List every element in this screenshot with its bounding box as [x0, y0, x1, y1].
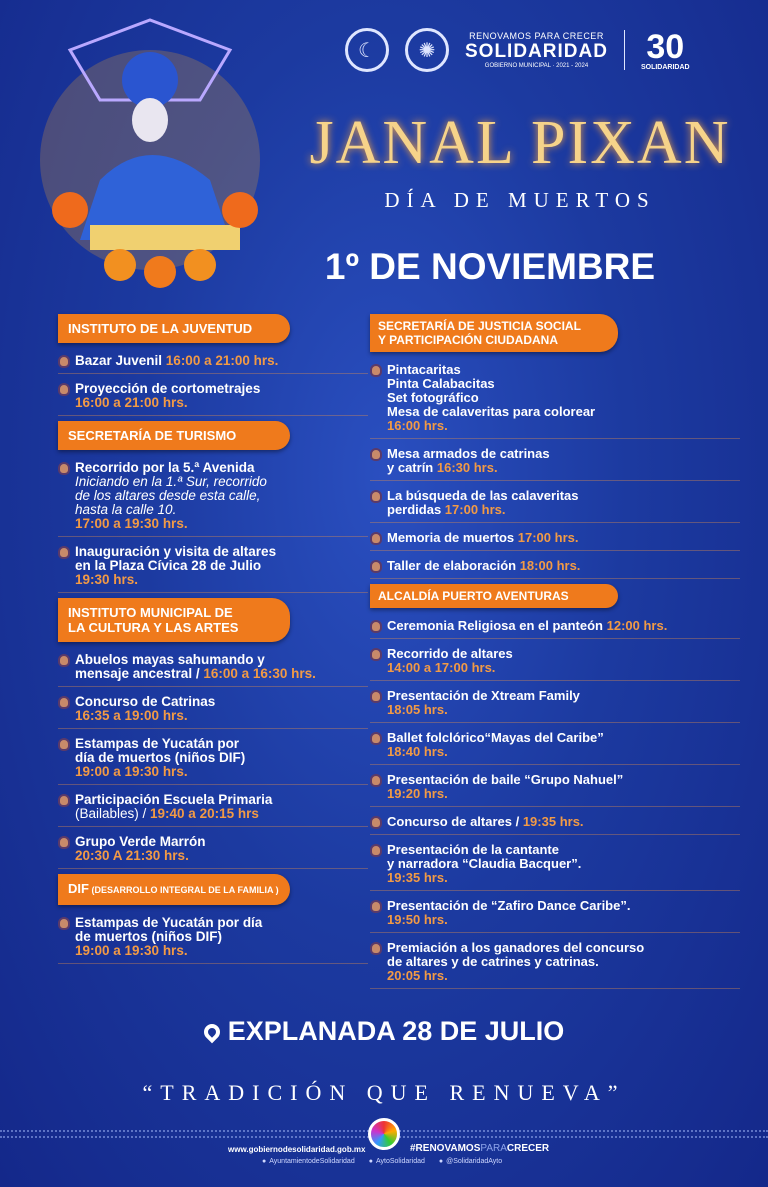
item-time: 18:00 hrs. — [519, 558, 581, 573]
item-title: Estampas de Yucatán por día de muertos (niños DIF) — [75, 915, 263, 944]
section-header — [58, 598, 290, 642]
item-text — [387, 815, 584, 829]
skull-icon — [58, 836, 70, 849]
skull-icon — [58, 355, 70, 368]
item-time: 19:00 a 19:30 hrs. — [75, 764, 188, 779]
item-title: Estampas de Yucatán por día de muertos (niños DIF) — [75, 736, 246, 765]
item-title: Presentación de baile “Grupo Nahuel” — [387, 772, 624, 787]
item-text — [387, 899, 630, 927]
skull-icon — [58, 462, 70, 475]
item-text — [75, 916, 262, 958]
list-item — [370, 896, 740, 933]
item-title: Ballet folclórico“Mayas del Caribe” — [387, 730, 604, 745]
section-title: SECRETARÍA DE JUSTICIA SOCIAL Y PARTICIPACIÓN CIUDADANA — [378, 319, 581, 347]
section-header — [58, 421, 290, 450]
skull-icon — [370, 560, 382, 573]
instagram-link[interactable]: ● AytoSolidaridad — [369, 1158, 425, 1165]
list-item — [58, 790, 368, 827]
skull-icon — [370, 942, 382, 955]
item-title: Presentación de la cantante y narradora “Claudia Bacquer”. — [387, 842, 582, 871]
skull-icon — [58, 917, 70, 930]
hashtag-a: #RENOVAMOS — [410, 1143, 481, 1154]
item-time: 17:00 hrs. — [444, 502, 506, 517]
tagline: “TRADICIÓN QUE RENUEVA” — [142, 1080, 626, 1105]
event-title: JANAL PIXAN — [309, 109, 731, 177]
item-time: 16:00 hrs. — [387, 418, 448, 433]
item-text — [387, 773, 623, 801]
item-text — [75, 737, 245, 779]
item-sub: (Bailables) / — [75, 806, 151, 821]
item-time: 18:40 hrs. — [387, 744, 448, 759]
skull-icon — [58, 696, 70, 709]
list-item — [370, 486, 740, 523]
item-text — [75, 835, 206, 863]
list-item — [58, 542, 368, 593]
list-item — [370, 444, 740, 481]
catrina-altar-illustration — [40, 10, 280, 290]
location-text: EXPLANADA 28 DE JULIO — [227, 1016, 565, 1046]
list-item — [370, 938, 740, 989]
list-item — [370, 840, 740, 891]
item-title: Proyección de cortometrajes — [75, 381, 261, 396]
skull-icon — [370, 648, 382, 661]
skull-icon — [370, 900, 382, 913]
item-time: 18:05 hrs. — [387, 702, 448, 717]
item-title: Premiación a los ganadores del concurso de altares y de catrines y catrinas. — [387, 940, 645, 969]
skull-icon — [370, 690, 382, 703]
section-header — [58, 314, 290, 343]
section-title: INSTITUTO DE LA JUVENTUD — [68, 321, 253, 336]
skull-icon — [370, 844, 382, 857]
skull-icon — [370, 732, 382, 745]
item-text — [387, 559, 580, 573]
skull-icon — [58, 794, 70, 807]
list-item — [58, 650, 368, 687]
item-time: 19:40 a 20:15 hrs — [150, 806, 259, 821]
logo-main: SOLIDARIDAD — [465, 41, 608, 62]
item-text — [75, 354, 278, 368]
item-text — [75, 793, 272, 821]
anniversary-logo — [640, 27, 690, 71]
item-title: Recorrido por la 5.ª Avenida — [75, 460, 255, 475]
item-text — [75, 382, 260, 410]
social-links — [262, 1158, 502, 1165]
item-time: 20:30 A 21:30 hrs. — [75, 848, 189, 863]
anniv-number: 30 — [646, 27, 685, 66]
twitter-link[interactable]: ● @SolidaridadAyto — [439, 1158, 502, 1165]
item-text — [387, 531, 578, 545]
skull-icon — [58, 738, 70, 751]
solidaridad-emblem-icon: ✺ — [405, 28, 449, 72]
skull-icon — [370, 774, 382, 787]
location-pin-icon — [200, 1021, 223, 1044]
item-title: Concurso de altares / — [387, 814, 523, 829]
footer-emblem-icon — [368, 1118, 400, 1150]
item-text — [387, 363, 595, 433]
item-text — [387, 647, 513, 675]
location — [0, 1016, 768, 1047]
hashtag-c: CRECER — [506, 1143, 550, 1154]
divider — [624, 30, 625, 70]
item-time: 16:00 a 21:00 hrs. — [75, 395, 188, 410]
item-time: 12:00 hrs. — [606, 618, 668, 633]
website-link[interactable]: www.gobiernodesolidaridad.gob.mx — [228, 1145, 366, 1154]
item-title: Ceremonia Religiosa en el panteón — [387, 618, 607, 633]
item-title: Mesa armados de catrinas y catrín — [387, 446, 550, 475]
item-time: 17:00 hrs. — [517, 530, 579, 545]
item-title: Bazar Juvenil — [75, 353, 166, 368]
item-title: Taller de elaboración — [387, 558, 520, 573]
list-item — [58, 734, 368, 785]
anniv-label: SOLIDARIDAD — [640, 63, 690, 71]
skull-icon — [370, 364, 382, 377]
skull-icon — [370, 816, 382, 829]
item-text — [387, 689, 580, 717]
list-item — [370, 360, 740, 439]
item-text — [387, 489, 578, 517]
item-text — [387, 941, 644, 983]
solidaridad-logo — [465, 31, 608, 69]
item-time: 16:35 a 19:00 hrs. — [75, 708, 188, 723]
item-text — [75, 545, 276, 587]
skull-icon — [370, 448, 382, 461]
event-date: 1º DE NOVIEMBRE — [324, 246, 656, 287]
item-time: 19:00 a 19:30 hrs. — [75, 943, 188, 958]
list-item — [58, 458, 368, 537]
facebook-link[interactable]: ● AyuntamientodeSolidaridad — [262, 1158, 355, 1165]
list-item — [58, 832, 368, 869]
list-item — [370, 528, 740, 551]
item-text — [75, 653, 316, 681]
item-time: 19:50 hrs. — [387, 912, 448, 927]
schedule-left-column — [58, 314, 368, 969]
municipal-seal-icon: ☾ — [345, 28, 389, 72]
item-title: Grupo Verde Marrón — [75, 834, 206, 849]
section-title: DIF — [68, 881, 89, 896]
logo-top: RENOVAMOS PARA CRECER — [469, 31, 604, 41]
item-text — [387, 447, 550, 475]
section-header — [370, 314, 618, 352]
hashtag — [410, 1143, 549, 1154]
skull-icon — [370, 490, 382, 503]
item-time: 14:00 a 17:00 hrs. — [387, 660, 496, 675]
list-item — [370, 812, 740, 835]
skull-icon — [58, 654, 70, 667]
item-time: 16:00 a 21:00 hrs. — [165, 353, 279, 368]
event-subtitle: DÍA DE MUERTOS — [384, 188, 656, 212]
item-title: Participación Escuela Primaria — [75, 792, 273, 807]
item-time: 19:20 hrs. — [387, 786, 448, 801]
item-text — [75, 695, 215, 723]
item-time: 19:35 hrs. — [387, 870, 448, 885]
header-logos — [345, 28, 690, 72]
section-header — [58, 874, 290, 905]
item-time: 20:05 hrs. — [387, 968, 448, 983]
item-time: 19:30 hrs. — [75, 572, 139, 587]
item-text — [387, 619, 667, 633]
item-title: Inauguración y visita de altares en la Plaza Cívica 28 de Julio — [75, 544, 277, 573]
section-header — [370, 584, 618, 608]
schedule-right-column — [370, 314, 740, 994]
item-title: Concurso de Catrinas — [75, 694, 216, 709]
item-title: La búsqueda de las calaveritas perdidas — [387, 488, 579, 517]
item-title: Abuelos mayas sahumando y mensaje ancestral / — [75, 652, 265, 681]
skull-icon — [58, 546, 70, 559]
list-item — [370, 644, 740, 681]
item-title: Presentación de “Zafiro Dance Caribe”. — [387, 898, 631, 913]
list-item — [370, 686, 740, 723]
list-item — [58, 692, 368, 729]
item-text — [387, 731, 604, 759]
item-title: Presentación de Xtream Family — [387, 688, 580, 703]
item-text — [387, 843, 581, 885]
item-title: Recorrido de altares — [387, 646, 513, 661]
item-time: 17:00 a 19:30 hrs. — [75, 516, 188, 531]
hashtag-b: PARA — [480, 1143, 507, 1154]
item-text — [75, 461, 267, 531]
section-title: INSTITUTO MUNICIPAL DE LA CULTURA Y LAS ARTES — [68, 605, 239, 635]
skull-icon — [370, 620, 382, 633]
item-time: 16:00 a 16:30 hrs. — [203, 666, 316, 681]
list-item — [58, 379, 368, 416]
item-title: Pintacaritas Pinta Calabacitas Set fotográfico Mesa de calaveritas para colorear — [387, 362, 596, 419]
item-note: Iniciando en la 1.ª Sur, recorrido de los altares desde esta calle, hasta la calle 10. — [75, 474, 267, 517]
section-title-detail: (DESARROLLO INTEGRAL DE LA FAMILIA ) — [88, 885, 279, 895]
item-time: 16:30 hrs. — [436, 460, 498, 475]
list-item — [58, 913, 368, 964]
list-item — [370, 556, 740, 579]
section-title: SECRETARÍA DE TURISMO — [68, 428, 237, 443]
section-title: ALCALDÍA PUERTO AVENTURAS — [378, 589, 569, 603]
item-title: Memoria de muertos — [387, 530, 518, 545]
list-item — [370, 616, 740, 639]
list-item — [370, 770, 740, 807]
list-item — [370, 728, 740, 765]
logo-sub: GOBIERNO MUNICIPAL · 2021 - 2024 — [484, 63, 589, 69]
skull-icon — [370, 532, 382, 545]
list-item — [58, 351, 368, 374]
skull-icon — [58, 383, 70, 396]
item-time: 19:35 hrs. — [522, 814, 584, 829]
